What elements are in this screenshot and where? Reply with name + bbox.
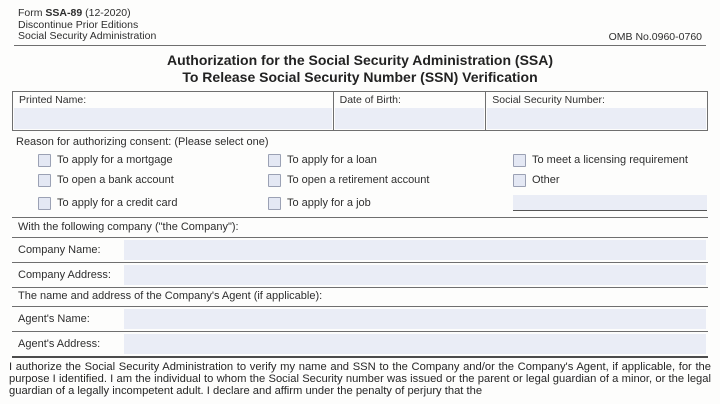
agent-address-input[interactable] [124, 334, 706, 354]
agent-name-row [12, 307, 708, 332]
printed-name-input[interactable] [14, 108, 332, 129]
ssn-input[interactable] [487, 108, 706, 129]
agent-address-row [12, 332, 708, 358]
date-of-birth-label: Date of Birth: [339, 93, 401, 106]
option-other [513, 174, 560, 187]
date-of-birth-input[interactable] [335, 108, 485, 129]
mortgage-checkbox[interactable] [38, 154, 51, 167]
form-title-line2: To Release Social Security Number (SSN) Verification [182, 68, 538, 85]
other-label: Other [532, 174, 560, 186]
job-checkbox[interactable] [268, 197, 281, 210]
option-retirement-account [268, 174, 429, 187]
agent-name-label: Agent's Name: [18, 312, 90, 325]
option-licensing [513, 154, 688, 167]
form-number-line [18, 8, 156, 20]
company-address-row [12, 263, 708, 288]
loan-checkbox[interactable] [268, 154, 281, 167]
agent-address-label: Agent's Address: [18, 337, 101, 350]
company-section-heading: With the following company ("the Company"): [12, 217, 708, 238]
bank-account-label: To open a bank account [57, 174, 174, 186]
form-number-text: SSA-89 [45, 7, 83, 19]
agent-name-input[interactable] [124, 309, 706, 329]
form-id-block [18, 8, 156, 43]
form-header [14, 0, 706, 46]
company-name-row [12, 238, 708, 263]
reason-options [12, 151, 708, 215]
loan-label: To apply for a loan [287, 154, 377, 166]
retirement-account-checkbox[interactable] [268, 174, 281, 187]
option-loan [268, 154, 377, 167]
company-address-input[interactable] [124, 265, 706, 285]
printed-name-label: Printed Name: [19, 93, 87, 106]
omb-number: OMB No.0960-0760 [608, 30, 702, 43]
credit-card-checkbox[interactable] [38, 197, 51, 210]
agency-name: Social Security Administration [18, 30, 157, 42]
form-prefix-text: Form [18, 7, 46, 19]
ssn-label: Social Security Number: [492, 93, 605, 106]
licensing-checkbox[interactable] [513, 154, 526, 167]
retirement-account-label: To open a retirement account [287, 174, 430, 186]
option-credit-card [38, 197, 177, 210]
form-title-line1: Authorization for the Social Security Administration (SSA) [166, 51, 554, 68]
form-title [0, 46, 720, 91]
mortgage-label: To apply for a mortgage [57, 154, 173, 166]
bank-account-checkbox[interactable] [38, 174, 51, 187]
company-name-input[interactable] [124, 240, 706, 260]
discontinue-note: Discontinue Prior Editions [18, 18, 139, 31]
form-edition-text: (12-2020) [82, 7, 131, 19]
other-checkbox[interactable] [513, 174, 526, 187]
printed-name-cell [13, 92, 334, 130]
reason-section-heading: Reason for authorizing consent: (Please select one) [16, 135, 269, 148]
credit-card-label: To apply for a credit card [57, 197, 178, 209]
company-address-label: Company Address: [18, 268, 111, 281]
ssn-cell [486, 92, 707, 130]
option-mortgage [38, 154, 173, 167]
option-job [268, 197, 371, 210]
licensing-label: To meet a licensing requirement [532, 154, 688, 166]
other-reason-input[interactable] [513, 195, 707, 211]
authorization-statement: I authorize the Social Security Administration to verify my name and SSN to the Company and/or the Company's Agent, if applicable, for the purpose I identified. I am the individual to whom the Social Security number was issued or the parent or legal guardian of a minor, or the legal guardian of a legally incompetent adult. I declare and affirm under the penalty of perjury that the [9, 360, 711, 398]
identity-table [12, 91, 708, 131]
agent-section-heading: The name and address of the Company's Agent (if applicable): [12, 288, 708, 307]
date-of-birth-cell [334, 92, 487, 130]
job-label: To apply for a job [287, 197, 371, 209]
option-bank-account [38, 174, 174, 187]
company-name-label: Company Name: [18, 243, 101, 256]
